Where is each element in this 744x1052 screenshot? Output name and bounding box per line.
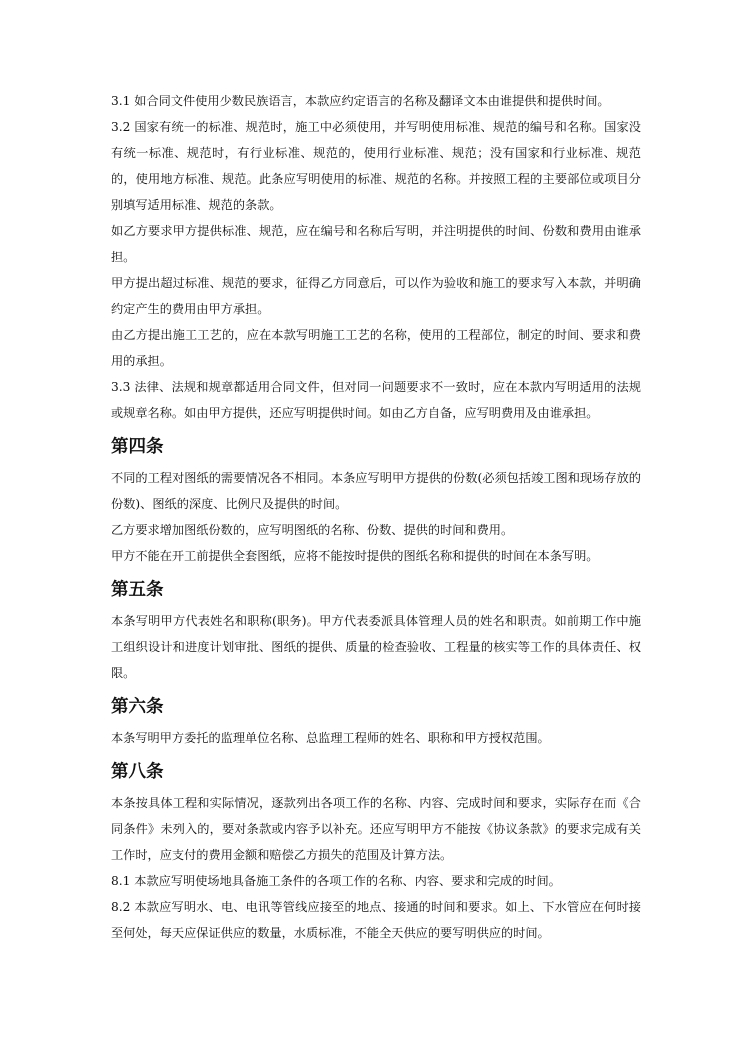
heading-article-4: 第四条 bbox=[111, 437, 164, 457]
paragraph-3-3: 3.3 法律、法规和规章都适用合同文件，但对同一问题要求不一致时，应在本款内写明适用的法规或规章名称。如由甲方提供，还应写明提供时间。如由乙方自备，应写明费用及由谁承担。 bbox=[111, 380, 641, 420]
paragraph-3-2: 3.2 国家有统一的标准、规范时，施工中必须使用，并写明使用标准、规范的编号和名称。国家没有统一标准、规范时，有行业标准、规范的，使用行业标准、规范；没有国家和行业标准、规范的，使用地方标准、规范。此条应写明使用的标准、规范的名称。并按照工程的主要部位或项目分别填写适用标准、规范的条款。 bbox=[111, 120, 641, 212]
paragraph-article-6-supervision: 本条写明甲方委托的监理单位名称、总监理工程师的姓名、职称和甲方授权范围。 bbox=[111, 731, 550, 745]
heading-article-5: 第五条 bbox=[111, 580, 164, 600]
heading-article-8: 第八条 bbox=[111, 762, 164, 782]
paragraph-8-2: 8.2 本款应写明水、电、电讯等管线应接至的地点、接通的时间和要求。如上、下水管应在何时接至何处，每天应保证供应的数量，水质标准，不能全天供应的要写明供应的时间。 bbox=[111, 900, 641, 940]
paragraph-3-2-construction-process: 由乙方提出施工工艺的，应在本款写明施工工艺的名称，使用的工程部位，制定的时间、要求和费用的承担。 bbox=[111, 328, 641, 368]
paragraph-article-4-incomplete-set: 甲方不能在开工前提供全套图纸，应将不能按时提供的图纸名称和提供的时间在本条写明。 bbox=[111, 549, 599, 563]
paragraph-3-1: 3.1 如合同文件使用少数民族语言，本款应约定语言的名称及翻译文本由谁提供和提供时间。 bbox=[111, 94, 610, 108]
paragraph-article-4-drawings: 不同的工程对图纸的需要情况各不相同。本条应写明甲方提供的份数(必须包括竣工图和现场存放的份数)、图纸的深度、比例尺及提供的时间。 bbox=[111, 471, 641, 511]
paragraph-3-2-standards-request: 如乙方要求甲方提供标准、规范，应在编号和名称后写明，并注明提供的时间、份数和费用由谁承担。 bbox=[111, 224, 641, 264]
paragraph-article-5-representative: 本条写明甲方代表姓名和职称(职务)。甲方代表委派具体管理人员的姓名和职责。如前期工作中施工组织设计和进度计划审批、图纸的提供、质量的检查验收、工程量的核实等工作的具体责任、权限。 bbox=[111, 614, 641, 680]
document-page bbox=[111, 88, 641, 946]
paragraph-8-1: 8.1 本款应写明使场地具备施工条件的各项工作的名称、内容、要求和完成的时间。 bbox=[111, 874, 561, 888]
paragraph-article-4-extra-copies: 乙方要求增加图纸份数的，应写明图纸的名称、份数、提供的时间和费用。 bbox=[111, 523, 514, 537]
paragraph-article-8-work-items: 本条按具体工程和实际情况，逐款列出各项工作的名称、内容、完成时间和要求，实际存在而《合同条件》未列入的，要对条款或内容予以补充。还应写明甲方不能按《协议条款》的要求完成有关工作时，应支付的费用金额和赔偿乙方损失的范围及计算方法。 bbox=[111, 796, 641, 862]
heading-article-6: 第六条 bbox=[111, 697, 164, 717]
paragraph-3-2-exceed-standards: 甲方提出超过标准、规范的要求，征得乙方同意后，可以作为验收和施工的要求写入本款，并明确约定产生的费用由甲方承担。 bbox=[111, 276, 641, 316]
